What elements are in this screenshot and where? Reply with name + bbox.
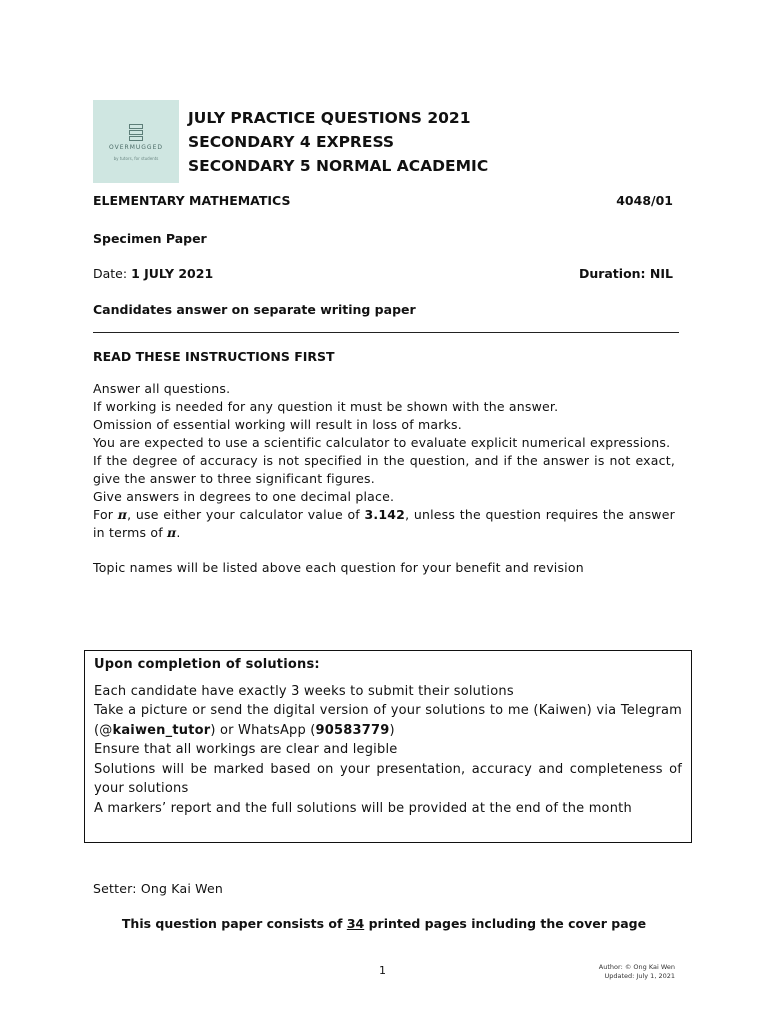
books-icon [129, 124, 143, 142]
setter: Setter: Ong Kai Wen [93, 881, 224, 896]
completion-text-b: ) or WhatsApp ( [210, 722, 316, 738]
topic-note: Topic names will be listed above each question for your benefit and revision [93, 560, 584, 575]
subject: ELEMENTARY MATHEMATICS [93, 193, 291, 208]
completion-line-5: A markers’ report and the full solutions will be provided at the end of the month [94, 800, 632, 816]
title-line-1: JULY PRACTICE QUESTIONS 2021 [188, 109, 471, 127]
whatsapp-number: 90583779 [315, 722, 390, 738]
instruction-line: Give answers in degrees to one decimal place. [93, 489, 395, 504]
title-line-3: SECONDARY 5 NORMAL ACADEMIC [188, 157, 489, 175]
completion-heading: Upon completion of solutions: [94, 657, 320, 672]
logo-brand: OVERMUGGED [109, 144, 163, 151]
instruction-line: Answer all questions. [93, 381, 231, 396]
answer-note: Candidates answer on separate writing paper [93, 302, 416, 317]
completion-line-2 [94, 701, 682, 740]
instruction-line: If working is needed for any question it must be shown with the answer. [93, 399, 559, 414]
paper-code: 4048/01 [616, 193, 673, 208]
date-label: Date: [93, 266, 128, 281]
completion-text-a: Take a picture or send the digital version of your solutions to me (Kaiwen) via Telegram (@ [94, 703, 682, 738]
date-value: 1 JULY 2021 [131, 266, 214, 281]
pi-mid: , use either your calculator value of [127, 507, 360, 522]
pi-symbol: π [117, 507, 128, 522]
pages-count: 34 [346, 916, 365, 931]
instructions-heading: READ THESE INSTRUCTIONS FIRST [93, 349, 335, 364]
completion-line-3: Ensure that all workings are clear and legible [94, 742, 398, 757]
page-number: 1 [379, 964, 386, 977]
page-count-note [0, 916, 768, 931]
completion-box [84, 650, 692, 843]
pi-value: 3.142 [364, 507, 406, 522]
pi-instruction [93, 506, 675, 542]
author: Author: © Ong Kai Wen [598, 963, 675, 971]
instruction-line: If the degree of accuracy is not specified in the question, and if the answer is not exact, give the answer to three significant figures. [93, 453, 675, 486]
completion-line-4: Solutions will be marked based on your presentation, accuracy and completeness of your solutions [94, 761, 682, 796]
duration: Duration: NIL [578, 266, 673, 281]
date [93, 266, 213, 281]
instruction-line: You are expected to use a scientific calculator to evaluate explicit numerical expressions. [93, 435, 671, 450]
completion-line-1: Each candidate have exactly 3 weeks to submit their solutions [94, 683, 514, 699]
title-line-2: SECONDARY 4 EXPRESS [188, 133, 395, 151]
pages-prefix: This question paper consists of [121, 916, 343, 931]
pages-suffix: printed pages including the cover page [368, 916, 647, 931]
author-info [599, 963, 675, 981]
divider [93, 332, 679, 333]
paper-title [188, 106, 488, 178]
paper-type: Specimen Paper [93, 231, 207, 246]
completion-text-c: ) [389, 722, 395, 738]
logo-tagline: by tutors, for students [113, 156, 159, 161]
pi-symbol-end: π [166, 525, 177, 540]
instruction-line: Omission of essential working will result in loss of marks. [93, 417, 462, 432]
instructions-list [93, 380, 675, 542]
pi-suffix: , unless the question requires the answer in terms of [93, 507, 675, 540]
pi-end: . [176, 525, 181, 540]
updated: Updated: July 1, 2021 [604, 972, 675, 980]
telegram-handle: kaiwen_tutor [112, 722, 211, 738]
overmugged-logo [93, 100, 179, 183]
pi-prefix: For [93, 507, 114, 522]
